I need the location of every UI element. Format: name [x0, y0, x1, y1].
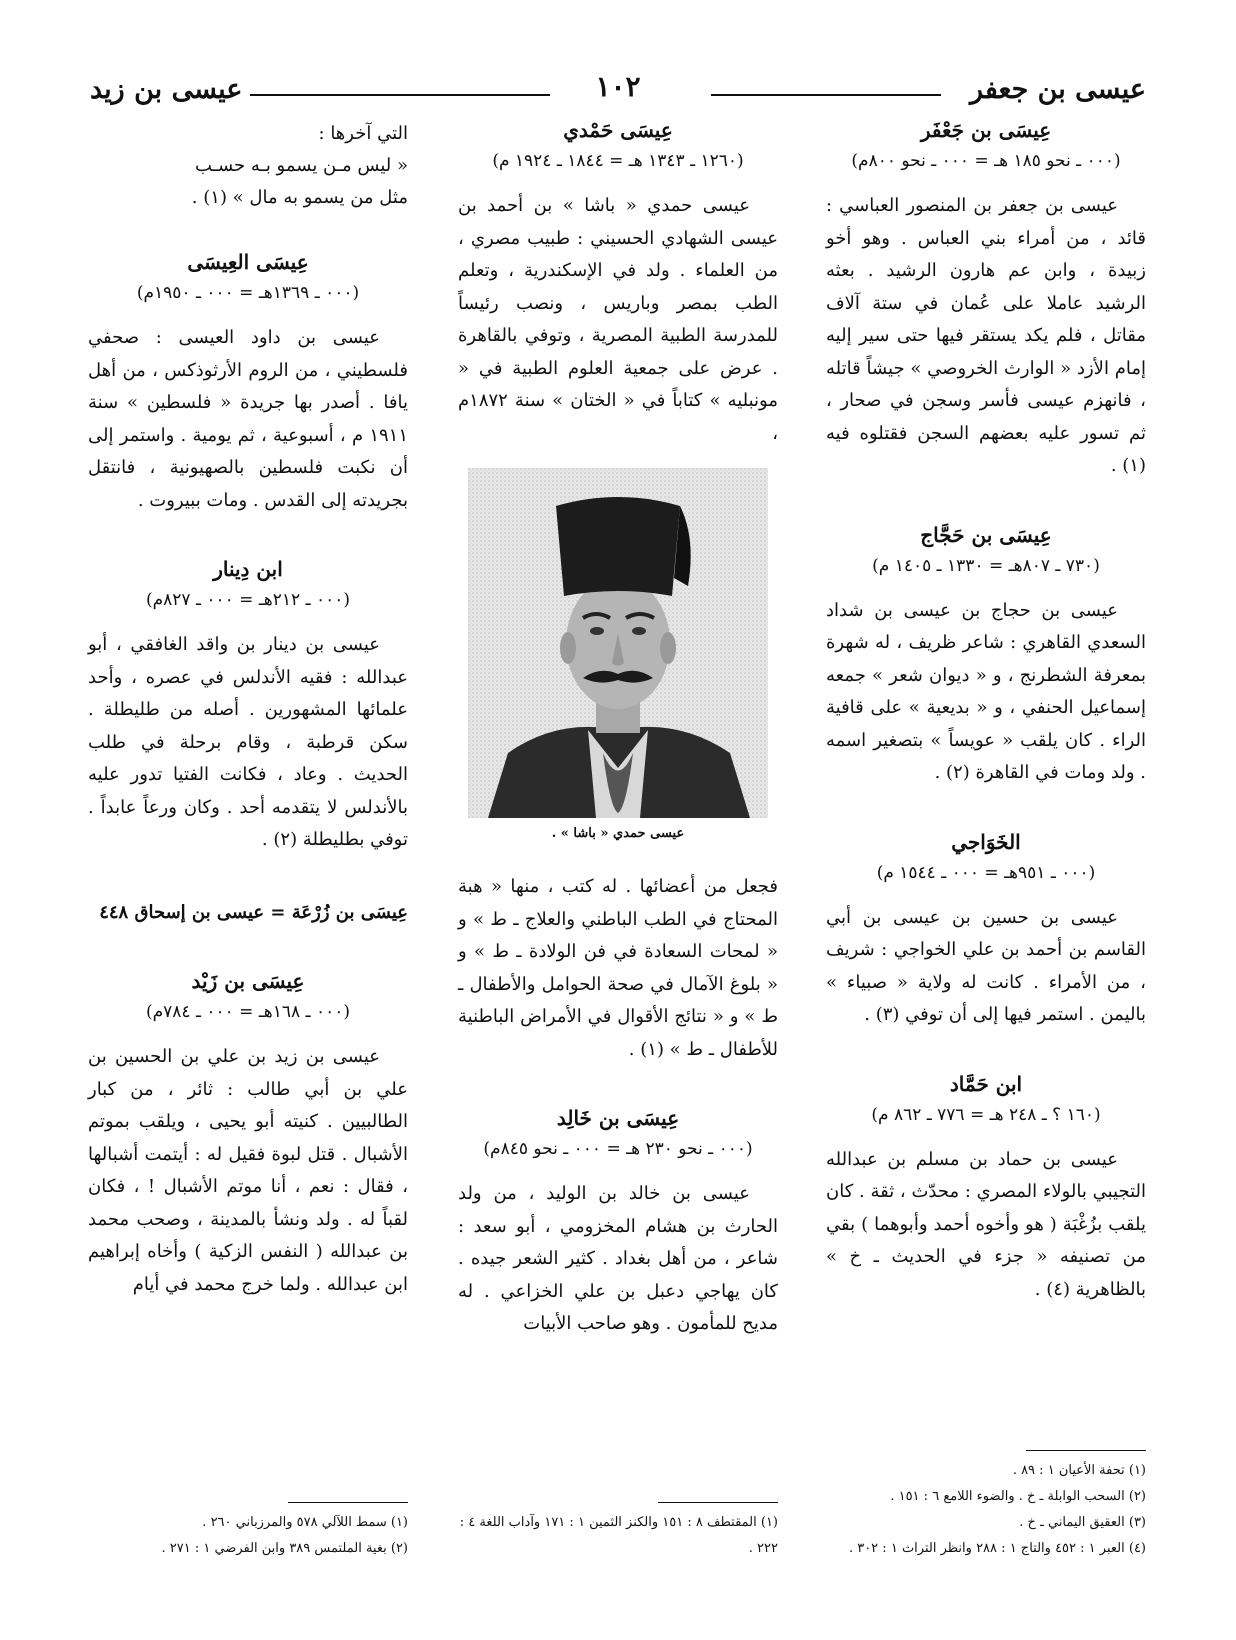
entry-body: عيسى حمدي « باشا » بن أحمد بن عيسى الشهادي الحسيني : طبيب مصري ، من العلماء . ولد في الإسكندرية ، وتعلم الطب بمصر وباريس ، ونصب رئيساً للمدرسة الطبية المصرية ، وتوفي بالقاهرة . عرض على جمعية العلوم الطبية في « مونبليه » كتاباً في « الختان » سنة ١٨٧٢م ،: [458, 195, 778, 444]
verse-line: « ليس مـن يسمو بـه حسـب: [195, 155, 408, 176]
running-head: [90, 70, 1146, 110]
footnotes-left: [88, 1510, 408, 1562]
ear-shape: [560, 632, 576, 664]
entry-body-continued: فجعل من أعضائها . له كتب ، منها « هبة المحتاج في الطب الباطني والعلاج ـ ط » و « لمحات السعادة في فن الولادة ـ ط » و « بلوغ الآمال في صحة الحوامل والأطفال ـ ط » و « نتائج الأقوال في الأمراض الباطنية للأطفال ـ ط » (١) .: [458, 876, 778, 1060]
entry-dates: (٠٠٠ ـ ٩٥١هـ = ٠٠٠ ـ ١٥٤٤ م): [876, 862, 1096, 883]
entry-title: الخَوَاجي: [951, 829, 1021, 854]
middle-column: [458, 118, 778, 1381]
entry-body: عيسى بن زيد بن علي بن الحسين بن علي بن أبي طالب : ثائر ، من كبار الطالبيين . كنيته أبو يحيى ، ويلقب بموتم الأشبال . قتل لبوة فقيل له : أيتمت أشبالها ، فقال : نعم ، أنا موتم الأشبال ! ، فكان لقباً له . ولد ونشأ بالمدينة ، وصحب محمد بن عبدالله ( النفس الزكية ) وأخاه إبراهيم ابن عبدالله . ولما خرج محمد في أيام: [88, 1046, 408, 1295]
footnote-rule: [288, 1502, 408, 1503]
entry-dates: (٠٠٠ ـ نحو ٢٣٠ هـ = ٠٠٠ ـ نحو ٨٤٥م): [483, 1139, 753, 1159]
entry-body: عيسى بن داود العيسى : صحفي فلسطيني ، من الروم الأرثوذكس ، من أهل يافا . أصدر بها جريدة « فلسطين » سنة ١٩١١ م ، أسبوعية ، ثم يومية . واستمر إلى أن نكبت فلسطين بالصهيونية ، فانتقل بجريدته إلى القدس . ومات ببيروت .: [88, 327, 408, 511]
entry-title: عِيسَى بن زَيْد: [191, 969, 305, 993]
eye-shape: [632, 627, 646, 635]
entry-title: ابن دِينار: [213, 557, 283, 581]
entry-dates: (٠٠٠ ـ نحو ١٨٥ هـ = ٠٠٠ ـ نحو ٨٠٠م): [851, 151, 1121, 171]
entry-dates: (١٦٠ ؟ ـ ٢٤٨ هـ = ٧٧٦ ـ ٨٦٢ م): [871, 1104, 1101, 1125]
entry-dates: (١٢٦٠ ـ ١٣٤٣ هـ = ١٨٤٤ ـ ١٩٢٤ م): [492, 151, 744, 171]
page-number: ١٠٢: [595, 70, 641, 103]
entry-title: ابن حَمَّاد: [949, 1071, 1023, 1096]
entry-title: عِيسَى بن حَجَّاج: [920, 522, 1052, 547]
verse-line: مثل من يسمو به مال » (١) .: [191, 187, 408, 208]
entry-body: عيسى بن خالد بن الوليد ، من ولد الحارث بن هشام المخزومي ، أبو سعد : شاعر ، من أهل بغداد . كثير الشعر جيده . كان يهاجي دعبل بن علي الخزاعي . له مديح للمأمون . وهو صاحب الأبيات: [458, 1183, 778, 1334]
entry-dates: (٧٣٠ ـ ٨٠٧هـ = ١٣٣٠ ـ ١٤٠٥ م): [872, 555, 1100, 576]
entry-title: عِيسَى بن خَالِد: [556, 1106, 680, 1130]
footnote: (٢) بغية الملتمس ٣٨٩ وابن الفرضي ١ : ٢٧١ .: [161, 1541, 408, 1556]
right-column: [826, 118, 1146, 1346]
footnote: (٣) العقيق اليماني ـ خ .: [1019, 1515, 1146, 1530]
entry-dates: (٠٠٠ ـ ٢١٢هـ = ٠٠٠ ـ ٨٢٧م): [145, 590, 351, 610]
entry-dates: (٠٠٠ ـ ١٦٨هـ = ٠٠٠ ـ ٧٨٤م): [145, 1002, 351, 1022]
cross-reference: عِيسَى بن زُرْعَة = عيسى بن إسحاق ٤٤٨: [99, 901, 408, 923]
eye-shape: [590, 627, 604, 635]
footnote: (١) تحفة الأعيان ١ : ٨٩ .: [1012, 1463, 1146, 1478]
header-left-title: عيسى بن زيد: [90, 74, 243, 105]
entry-body: عيسى بن دينار بن واقد الغافقي ، أبو عبدالله : فقيه الأندلس في عصره ، وأحد علمائها المشهورين . أصله من طليطلة . سكن قرطبة ، وقام برحلة في طلب الحديث . وعاد ، فكانت الفتيا تدور عليه بالأندلس لا يتقدمه أحد . وكان ورعاً عابداً . توفي بطليطلة (٢) .: [88, 634, 408, 850]
verse-intro: التي آخرها :: [318, 123, 408, 144]
footnotes-middle: [458, 1510, 778, 1562]
footnotes-right: [826, 1458, 1146, 1562]
fez-hat: [556, 497, 680, 596]
verse-block: [88, 118, 408, 214]
entry-body: عيسى بن حماد بن مسلم بن عبدالله التجيبي بالولاء المصري : محدّث ، ثقة . كان يلقب بزُغْبَة ( هو وأخوه أحمد وأبوهما ) بقي من تصنيفه « جزء في الحديث ـ خ » بالظاهرية (٤) .: [826, 1148, 1146, 1300]
footnote: (٢) السحب الوابلة ـ خ . والضوء اللامع ٦ : ١٥١ .: [890, 1489, 1146, 1504]
entry-dates: (٠٠٠ ـ ١٣٦٩هـ = ٠٠٠ ـ ١٩٥٠م): [136, 283, 360, 303]
entry-body: عيسى بن حجاج بن عيسى بن شداد السعدي القاهري : شاعر ظريف ، له شهرة بمعرفة الشطرنج ، و « ديوان شعر » جمعه إسماعيل الحنفي ، و « بديعية » على قافية الراء . كان يلقب « عويساً » بتصغير اسمه . ولد ومات في القاهرة (٢) .: [826, 599, 1146, 783]
footnote-rule: [658, 1502, 778, 1503]
entry-body: عيسى بن حسين بن عيسى بن أبي القاسم بن أحمد بن علي الخواجي : شريف ، من الأمراء . كانت له ولاية « صبياء » باليمن . استمر فيها إلى أن توفي (٣) .: [826, 906, 1146, 1025]
entry-body: عيسى بن جعفر بن المنصور العباسي : قائد ، من أمراء بني العباس . وهو أخو زبيدة ، وابن عم هارون الرشيد . بعثه الرشيد عاملا على عُمان في ستة آلاف مقاتل ، فلم يكد يستقر فيها حتى سير إليه إمام الأزد « الوارث الخروصي » جيشاً قاتله ، فانهزم عيسى فأسر وسجن في صحار ، ثم تسور عليه بعضهم السجن فقتلوه فيه (١) .: [826, 195, 1146, 476]
ear-shape: [660, 632, 676, 664]
left-column: [88, 118, 408, 1341]
entry-title: عِيسَى العِيسَى: [187, 250, 309, 274]
header-right-title: عيسى بن جعفر: [970, 74, 1146, 105]
entry-title: عِيسَى بن جَعْفَر: [920, 118, 1052, 142]
portrait-caption: عيسى حمدي « باشا » .: [551, 826, 685, 841]
header-rule-left: [250, 94, 550, 96]
footnote: (١) سمط اللآلي ٥٧٨ والمرزباني ٢٦٠ .: [202, 1515, 408, 1530]
footnote: (٤) العبر ١ : ٤٥٢ والتاج ١ : ٢٨٨ وانظر التراث ١ : ٣٠٢ .: [848, 1541, 1146, 1556]
footnote-rule: [1026, 1450, 1146, 1451]
footnote: (١) المقتطف ٨ : ١٥١ والكنز الثمين ١ : ١٧١ وآداب اللغة ٤ : ٢٢٢ .: [459, 1515, 778, 1556]
portrait-photo: [468, 468, 768, 818]
entry-title: عِيسَى حَمْدي: [563, 118, 673, 142]
